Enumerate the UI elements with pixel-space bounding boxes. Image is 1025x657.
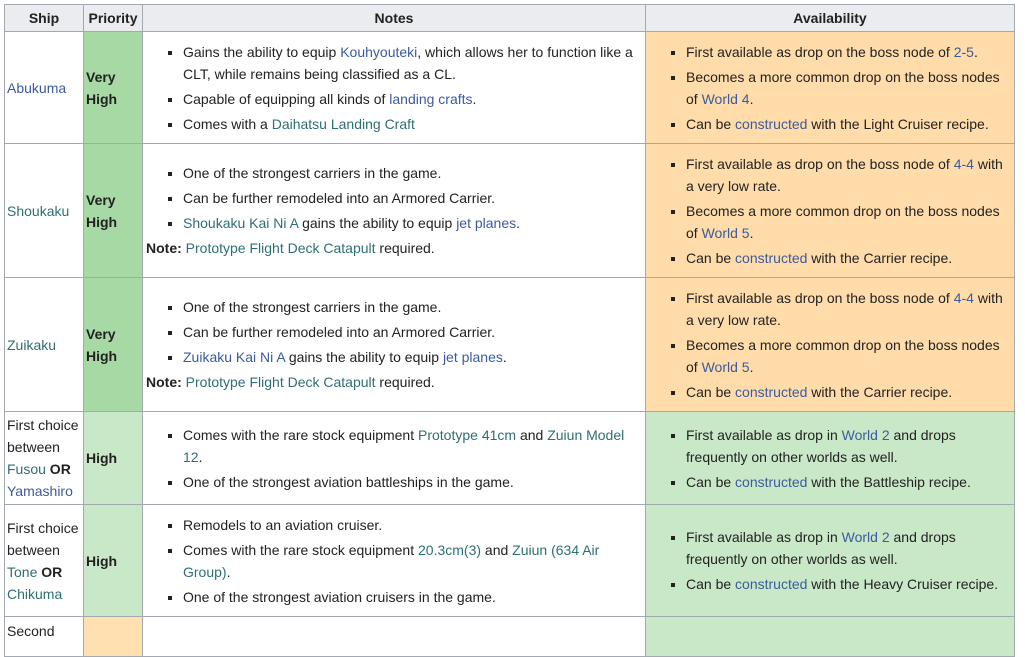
priority-cell bbox=[84, 617, 143, 657]
list-item: ▪ Becomes a more common drop on the boss nodes of World 5. bbox=[686, 334, 1004, 378]
priority-cell: High bbox=[84, 412, 143, 505]
link-map-4-4[interactable]: 4-4 bbox=[953, 289, 974, 306]
availability-cell bbox=[646, 144, 1015, 278]
ship-link-tone[interactable]: Tone bbox=[7, 563, 38, 580]
list-item: ▪ Comes with a Daihatsu Landing Craft bbox=[183, 113, 635, 135]
ship-link-abukuma[interactable]: Abukuma bbox=[7, 79, 67, 96]
list-item: ▪ Becomes a more common drop on the boss nodes of World 5. bbox=[686, 200, 1004, 244]
availability-cell bbox=[646, 412, 1015, 505]
list-item: ▪ One of the strongest aviation cruisers in the game. bbox=[183, 586, 635, 608]
priority-cell: Very High bbox=[84, 32, 143, 144]
header-availability: Availability bbox=[646, 5, 1015, 32]
list-item: ▪ Shoukaku Kai Ni A gains the ability to equip jet planes. bbox=[183, 212, 635, 234]
link-zuiun-model-12[interactable]: Zuiun Model 12 bbox=[183, 426, 625, 465]
link-kouhyouteki[interactable]: Kouhyouteki bbox=[340, 43, 418, 60]
priority-cell: Very High bbox=[84, 144, 143, 278]
priority-table bbox=[4, 4, 1015, 657]
availability-cell bbox=[646, 278, 1015, 412]
notes-cell bbox=[143, 32, 646, 144]
list-item: ▪ Can be constructed with the Light Cruiser recipe. bbox=[686, 113, 1004, 135]
list-item: ▪ First available as drop on the boss node of 2-5. bbox=[686, 41, 1004, 63]
list-item: ▪ One of the strongest aviation battleships in the game. bbox=[183, 471, 635, 493]
link-constructed[interactable]: constructed bbox=[735, 383, 808, 400]
table-row bbox=[5, 144, 1015, 278]
link-world-2[interactable]: World 2 bbox=[841, 529, 890, 545]
link-world-5[interactable]: World 5 bbox=[701, 358, 750, 375]
list-item: ▪ Remodels to an aviation cruiser. bbox=[183, 514, 635, 536]
list-item: ▪ Can be constructed with the Carrier recipe. bbox=[686, 247, 1004, 269]
ship-cell: First choice between Fusou OR Yamashiro bbox=[5, 412, 84, 505]
list-item: ▪ Capable of equipping all kinds of landing crafts. bbox=[183, 88, 635, 110]
link-map-2-5[interactable]: 2-5 bbox=[953, 43, 974, 60]
list-item: ▪ First available as drop on the boss node of 4-4 with a very low rate. bbox=[686, 153, 1004, 197]
list-item: ▪ Gains the ability to equip Kouhyouteki, which allows her to function like a CLT, while remains being classified as a CL. bbox=[183, 41, 635, 85]
list-item: ▪ One of the strongest carriers in the game. bbox=[183, 296, 635, 318]
table-row bbox=[5, 278, 1015, 412]
list-item: ▪ Can be constructed with the Battleship recipe. bbox=[686, 471, 1004, 493]
ship-link-fusou[interactable]: Fusou bbox=[7, 461, 46, 477]
header-priority: Priority bbox=[84, 5, 143, 32]
ship-link-zuikaku[interactable]: Zuikaku bbox=[7, 336, 57, 353]
ship-link-chikuma[interactable]: Chikuma bbox=[7, 585, 63, 602]
ship-cell: First choice between Tone OR Chikuma bbox=[5, 505, 84, 617]
list-item: ▪ Zuikaku Kai Ni A gains the ability to equip jet planes. bbox=[183, 346, 635, 368]
list-item: ▪ Can be constructed with the Heavy Cruiser recipe. bbox=[686, 573, 1004, 595]
ship-link-yamashiro[interactable]: Yamashiro bbox=[7, 483, 73, 499]
priority-cell: High bbox=[84, 505, 143, 617]
link-landing-crafts[interactable]: landing crafts bbox=[389, 90, 473, 107]
link-shoukaku-kai-ni-a[interactable]: Shoukaku Kai Ni A bbox=[183, 215, 299, 231]
table-row bbox=[5, 505, 1015, 617]
priority-cell: Very High bbox=[84, 278, 143, 412]
header-ship: Ship bbox=[5, 5, 84, 32]
list-item: ▪ First available as drop in World 2 and drops frequently on other worlds as well. bbox=[686, 424, 1004, 468]
link-zuikaku-kai-ni-a[interactable]: Zuikaku Kai Ni A bbox=[183, 349, 285, 365]
link-map-4-4[interactable]: 4-4 bbox=[953, 155, 974, 172]
header-notes: Notes bbox=[143, 5, 646, 32]
link-catapult[interactable]: Prototype Flight Deck Catapult bbox=[185, 240, 376, 256]
link-world-4[interactable]: World 4 bbox=[701, 90, 750, 107]
availability-cell bbox=[646, 617, 1015, 657]
ship-cell: Second bbox=[5, 617, 84, 657]
notes-cell bbox=[143, 144, 646, 278]
link-catapult[interactable]: Prototype Flight Deck Catapult bbox=[185, 374, 376, 390]
ship-cell bbox=[5, 144, 84, 278]
ship-cell bbox=[5, 278, 84, 412]
availability-cell bbox=[646, 505, 1015, 617]
list-item: ▪ Comes with the rare stock equipment 20.3cm(3) and Zuiun (634 Air Group). bbox=[183, 539, 635, 583]
link-constructed[interactable]: constructed bbox=[735, 115, 808, 132]
availability-cell bbox=[646, 32, 1015, 144]
list-item: ▪ Can be further remodeled into an Armored Carrier. bbox=[183, 321, 635, 343]
link-constructed[interactable]: constructed bbox=[735, 576, 808, 592]
link-world-5[interactable]: World 5 bbox=[701, 224, 750, 241]
table-row bbox=[5, 32, 1015, 144]
link-world-2[interactable]: World 2 bbox=[841, 426, 890, 443]
link-20-3cm-3[interactable]: 20.3cm(3) bbox=[418, 541, 482, 558]
list-item: ▪ Comes with the rare stock equipment Prototype 41cm and Zuiun Model 12. bbox=[183, 424, 635, 468]
list-item: ▪ First available as drop on the boss node of 4-4 with a very low rate. bbox=[686, 287, 1004, 331]
list-item: ▪ Can be further remodeled into an Armored Carrier. bbox=[183, 187, 635, 209]
ship-link-shoukaku[interactable]: Shoukaku bbox=[7, 202, 70, 219]
table-header-row bbox=[5, 5, 1015, 32]
list-item: ▪ First available as drop in World 2 and drops frequently on other worlds as well. bbox=[686, 526, 1004, 570]
list-item: ▪ Can be constructed with the Carrier recipe. bbox=[686, 381, 1004, 403]
note-text: Note: Prototype Flight Deck Catapult required. bbox=[146, 240, 435, 256]
link-zuiun-634[interactable]: Zuiun (634 Air Group) bbox=[183, 541, 600, 580]
notes-cell bbox=[143, 278, 646, 412]
note-text: Note: Prototype Flight Deck Catapult required. bbox=[146, 374, 435, 390]
link-constructed[interactable]: constructed bbox=[735, 473, 808, 490]
link-daihatsu[interactable]: Daihatsu Landing Craft bbox=[271, 115, 415, 132]
notes-cell bbox=[143, 412, 646, 505]
link-jet-planes[interactable]: jet planes bbox=[442, 349, 503, 365]
notes-cell bbox=[143, 617, 646, 657]
ship-cell bbox=[5, 32, 84, 144]
list-item: ▪ Becomes a more common drop on the boss nodes of World 4. bbox=[686, 66, 1004, 110]
link-prototype-41cm[interactable]: Prototype 41cm bbox=[418, 426, 517, 443]
link-jet-planes[interactable]: jet planes bbox=[456, 215, 517, 231]
link-constructed[interactable]: constructed bbox=[735, 249, 808, 266]
table-row bbox=[5, 617, 1015, 657]
table-row bbox=[5, 412, 1015, 505]
notes-cell bbox=[143, 505, 646, 617]
list-item: ▪ One of the strongest carriers in the game. bbox=[183, 162, 635, 184]
